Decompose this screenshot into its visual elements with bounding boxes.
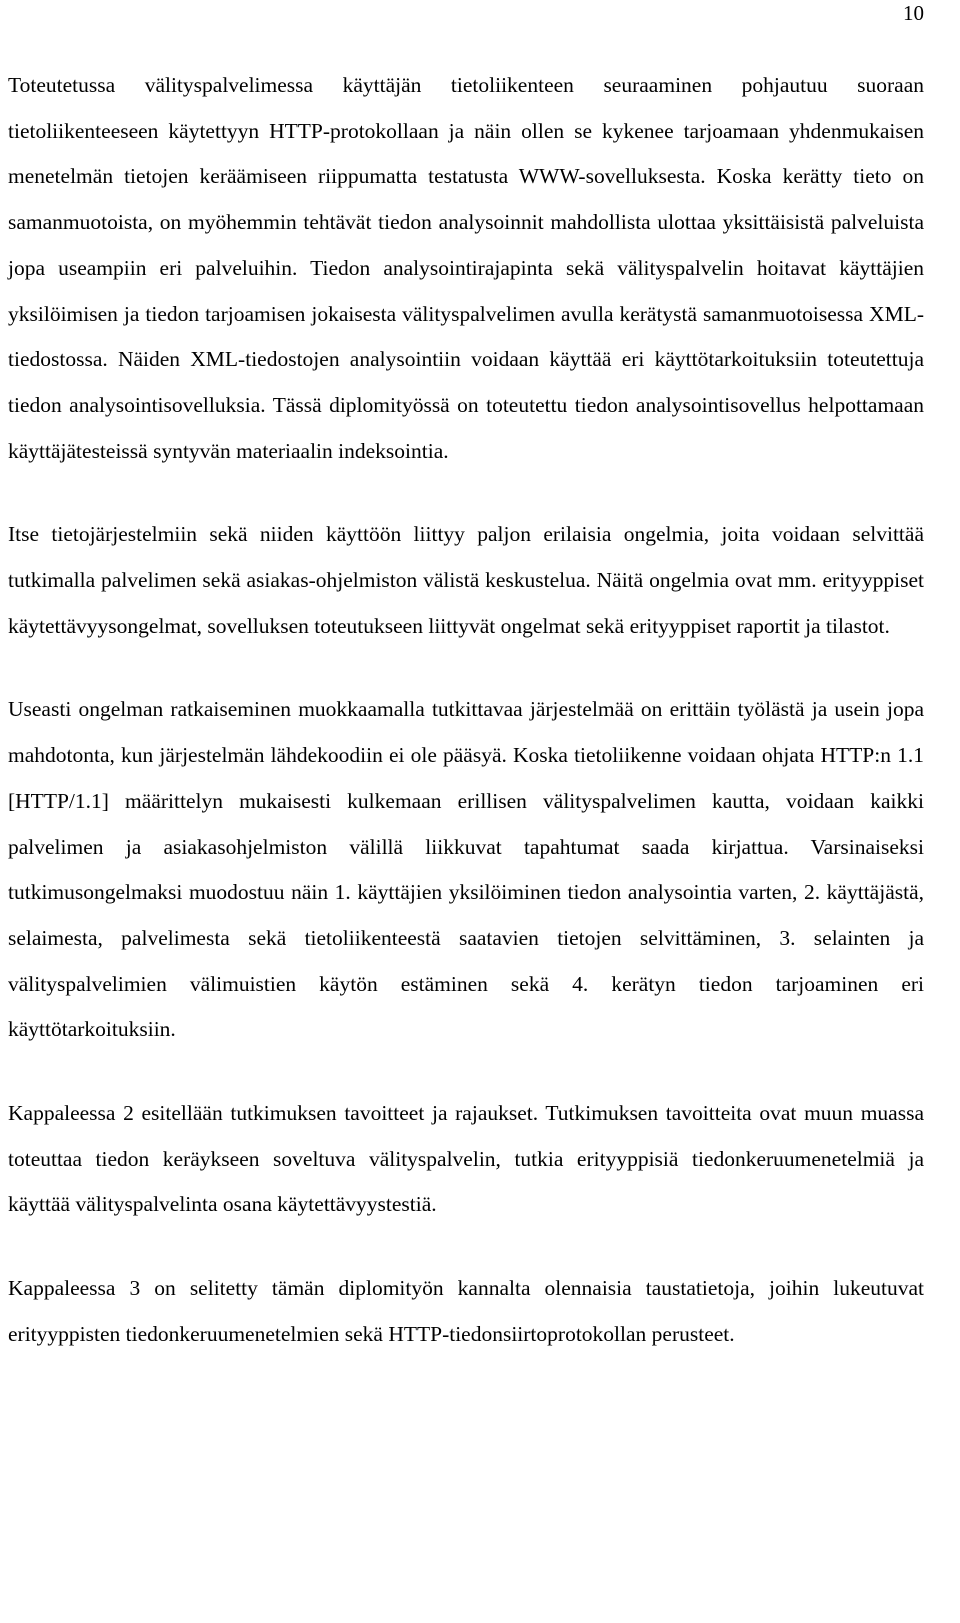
paragraph-4: Kappaleessa 2 esitellään tutkimuksen tavoitteet ja rajaukset. Tutkimuksen tavoitteita ovat muun muassa toteuttaa tiedon keräykseen soveltuva välityspalvelin, tutkia erityyppisiä tiedonkeruumenetelmiä ja käyttää välityspalvelinta osana käytettävyystestiä. [8,1101,924,1217]
paragraph-5: Kappaleessa 3 on selitetty tämän diplomityön kannalta olennaisia taustatietoja, joihin lukeutuvat erityyppisten tiedonkeruumenetelmien sekä HTTP-tiedonsiirtoprotokollan perusteet. [8,1276,924,1346]
paragraph-2: Itse tietojärjestelmiin sekä niiden käyttöön liittyy paljon erilaisia ongelmia, joita voidaan selvittää tutkimalla palvelimen sekä asiakas-ohjelmiston välistä keskustelua. Näitä ongelmia ovat mm. erityyppiset käytettävyysongelmat, sovelluksen toteutukseen liittyvät ongelmat sekä erityyppiset raportit ja tilastot. [8,522,924,638]
paragraph-3: Useasti ongelman ratkaiseminen muokkaamalla tutkittavaa järjestelmää on erittäin työlästä ja usein jopa mahdotonta, kun järjestelmän lähdekoodiin ei ole pääsyä. Koska tietoliikenne voidaan ohjata HTTP:n 1.1 [HTTP/1.1] määrittelyn mukaisesti kulkemaan erillisen välityspalvelimen kautta, voidaan kaikki palvelimen ja asiakasohjelmiston välillä liikkuvat tapahtumat saada kirjattua. Varsinaiseksi tutkimusongelmaksi muodostuu näin 1. käyttäjien yksilöiminen tiedon analysointia varten, 2. käyttäjästä, selaimesta, palvelimesta sekä tietoliikenteestä saatavien tietojen selvittäminen, 3. selainten ja välityspalvelimien välimuistien käytön estäminen sekä 4. kerätyn tiedon tarjoaminen eri käyttötarkoituksiin. [8,697,924,1042]
body-text [8,63,924,1358]
paragraph-1: Toteutetussa välityspalvelimessa käyttäjän tietoliikenteen seuraaminen pohjautuu suoraan tietoliikenteeseen käytettyyn HTTP-protokollaan ja näin ollen se kykenee tarjoamaan yhdenmukaisen menetelmän tietojen keräämiseen riippumatta testatusta WWW-sovelluksesta. Koska kerätty tieto on samanmuotoista, on myöhemmin tehtävät tiedon analysoinnit mahdollista ulottaa yksittäisistä palveluista jopa useampiin eri palveluihin. Tiedon analysointirajapinta sekä välityspalvelin hoitavat käyttäjien yksilöimisen ja tiedon tarjoamisen jokaisesta välityspalvelimen avulla kerätystä samanmuotoisessa XML-tiedostossa. Näiden XML-tiedostojen analysointiin voidaan käyttää eri käyttötarkoituksiin toteutettuja tiedon analysointisovelluksia. Tässä diplomityössä on toteutettu tiedon analysointisovellus helpottamaan käyttäjätesteissä syntyvän materiaalin indeksointia. [8,73,924,463]
page-number: 10 [903,1,924,25]
